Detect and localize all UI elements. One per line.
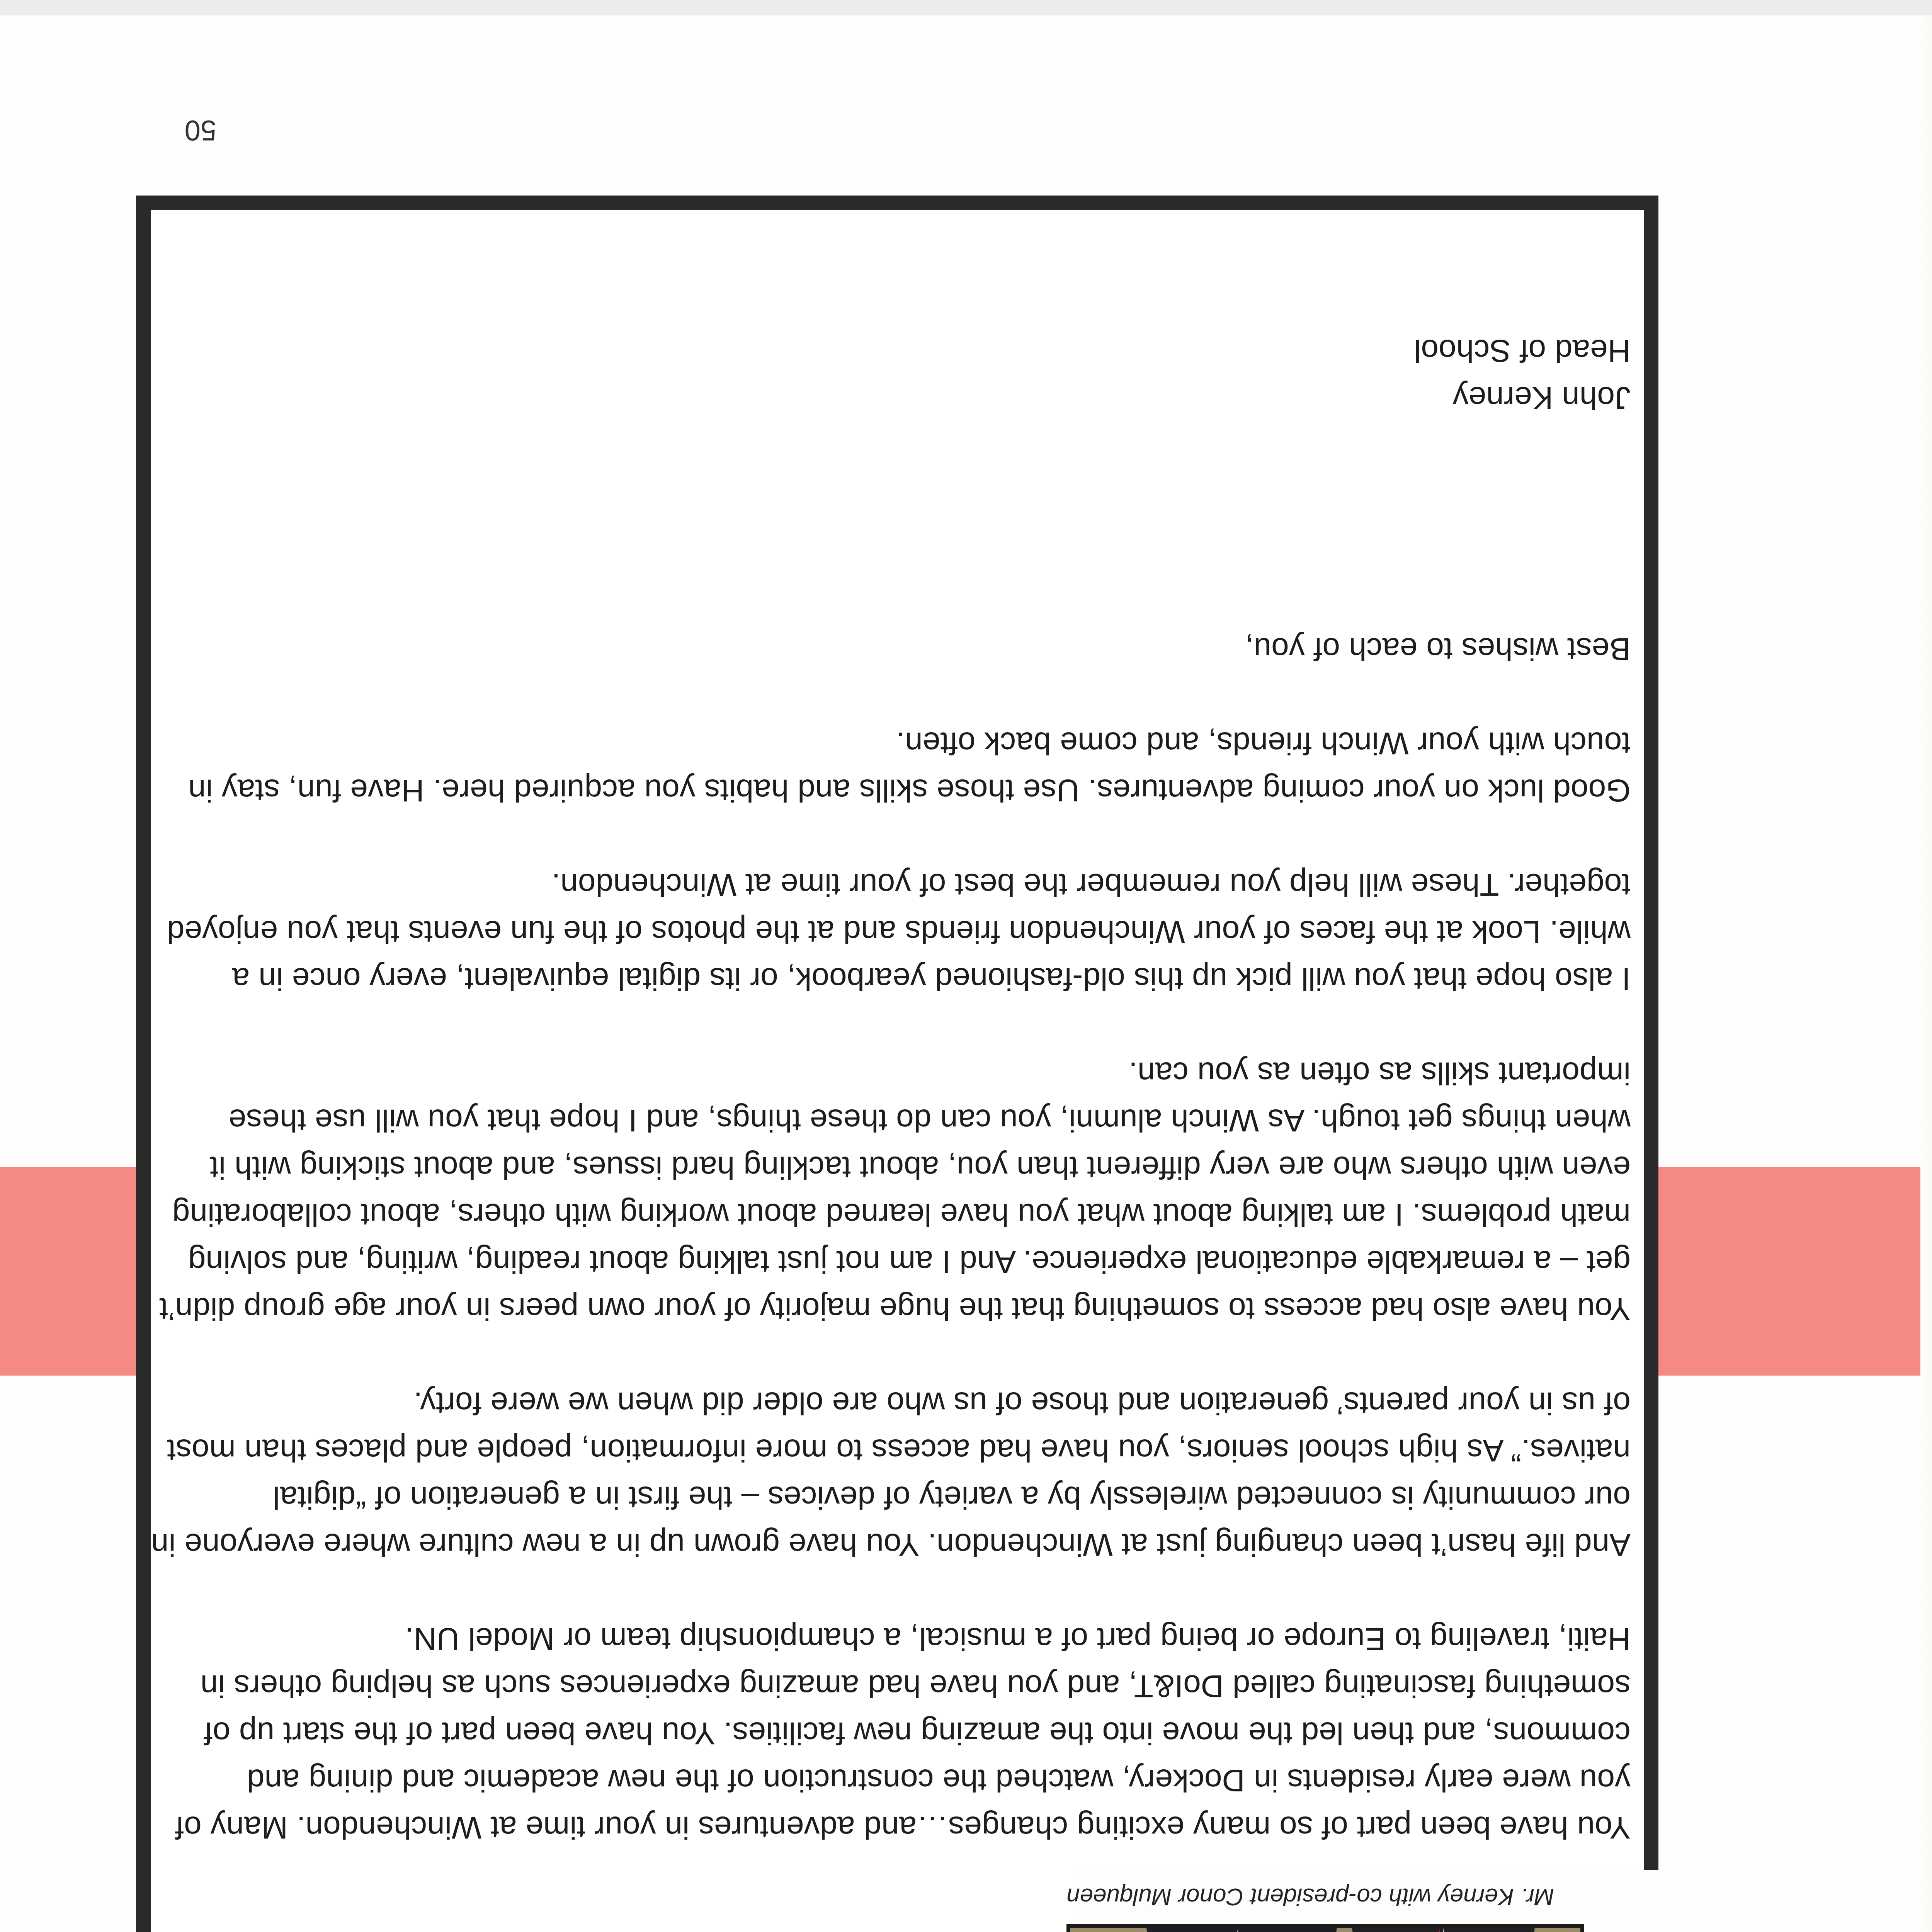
photo-illustration bbox=[1070, 1928, 1580, 1932]
letter-paragraph: Good luck on your coming adventures. Use those skills and habits you acquired here. Have fun, stay in touch with your Winch friends, and come back often. bbox=[188, 726, 1631, 808]
letter-paragraph: I also hope that you will pick up this old-fashioned yearbook, or its digital equivalent, every once in a while. Look at the faces of your Winchendon friends and at the photos of the fun events that you enjoyed together. These will help you remember the best of your time at Winchendon. bbox=[167, 867, 1631, 997]
letter-paragraph: You have also had access to something that the huge majority of your own peers in your age group didn’t get – a remarkable educational experience. And I am not just talking about reading, writing, and solving math problems. I am talking about what you have learned about working with others, about collaborating even with others who are very different than you, about tackling hard issues, and about sticking with it when things get tough. As Winch alumni, you can do these things, and I hope that you will use these important skills as often as you can. bbox=[159, 1056, 1631, 1327]
signature-name: John Kerney bbox=[1452, 380, 1631, 415]
letter-paragraph: You have been part of so many exciting changes…and adventures in your time at Winchendon. Many of you were early residents in Dockery, watched the construction of the new academic and dining and commons, and then led the move into the amazing new facilities. You have been part of the start up of something fascinating called DoI&T, and you have had amazing experiences such as helping others in Haiti, traveling to Europe or being part of a musical, a championship team or Model UN. bbox=[175, 1621, 1631, 1845]
photo-cutout bbox=[1066, 1870, 1708, 1932]
letter-paragraph: And life hasn’t been changing just at Winchendon. You have grown up in a new culture where everyone in our community is connected wirelessly by a variety of devices – the first in a generation of “digital natives.” As high school seniors, you have had access to more information, people and places than most of us in your parents’ generation and those of us who are older did when we were forty. bbox=[151, 1386, 1631, 1562]
signature-block bbox=[858, 327, 1631, 421]
signature-title: Head of School bbox=[1414, 333, 1631, 368]
page-number: 50 bbox=[184, 114, 216, 146]
page-edge-top bbox=[0, 0, 1932, 15]
letter-closing: Best wishes to each of you, bbox=[1245, 631, 1631, 667]
photo-caption: Mr. Kerney with co-president Conor Mulqueen bbox=[1066, 1883, 1554, 1910]
head-of-school-photo bbox=[1066, 1924, 1584, 1932]
letter-body bbox=[151, 578, 1631, 1851]
page-edge-shadow bbox=[1920, 0, 1932, 1932]
